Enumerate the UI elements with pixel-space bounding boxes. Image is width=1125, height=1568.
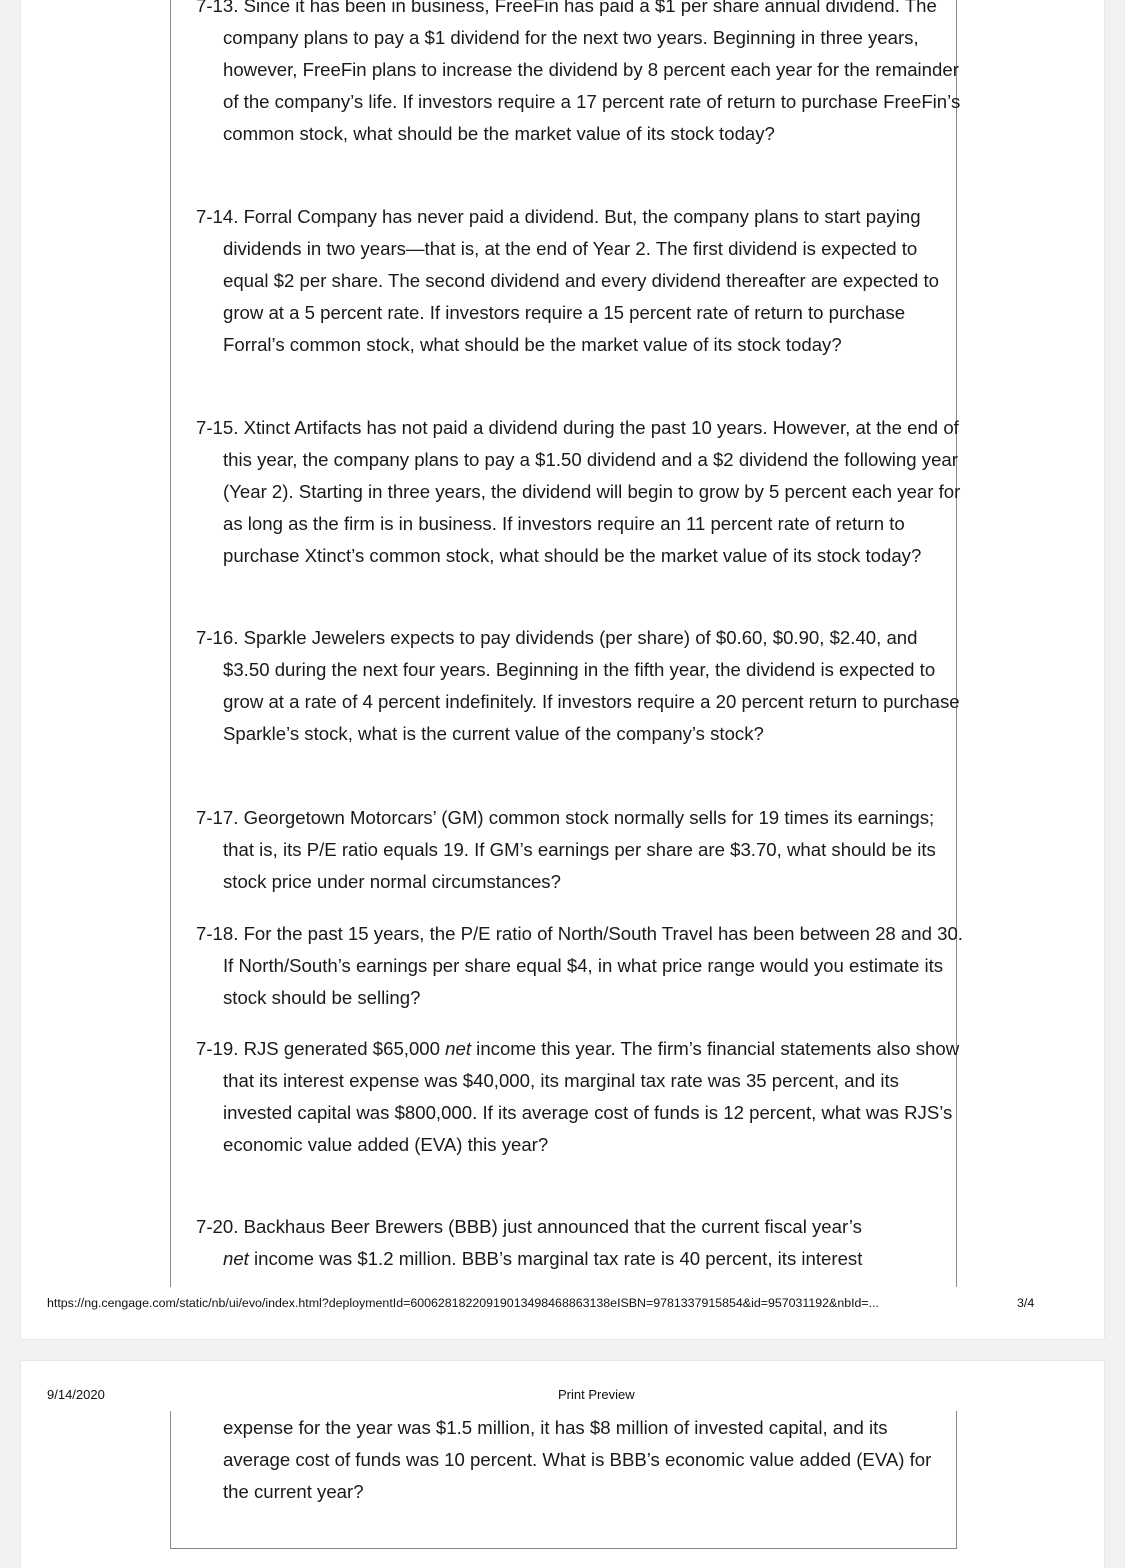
problem-number: 7-18. (196, 923, 239, 944)
problem-7-20 (196, 1211, 963, 1275)
problem-text: For the past 15 years, the P/E ratio of North/South Travel has been between 28 and 30. If North/South’s earnings per share equal $4, in what price range would you estimate its stock should be selling? (223, 923, 963, 1008)
problem-7-19 (196, 1033, 963, 1161)
problem-text: Since it has been in business, FreeFin has paid a $1 per share annual dividend. The company plans to pay a $1 dividend for the next two years. Beginning in three years, however, FreeFin plans to increase the dividend by 8 percent each year for the remainder of the company’s life. If investors require a 17 percent rate of return to purchase FreeFin’s common stock, what should be the market value of its stock today? (223, 0, 961, 144)
problem-7-17 (196, 802, 963, 898)
header-date: 9/14/2020 (47, 1387, 105, 1402)
problem-text: Xtinct Artifacts has not paid a dividend during the past 10 years. However, at the end of this year, the company plans to pay a $1.50 dividend and a $2 dividend the following year (Year 2). Starting in three years, the dividend will begin to grow by 5 percent each year for as long as the firm is in business. If investors require an 11 percent rate of return to purchase Xtinct’s common stock, what should be the market value of its stock today? (223, 417, 961, 566)
problem-7-16 (196, 622, 963, 750)
problem-number: 7-14. (196, 206, 239, 227)
problem-text: Forral Company has never paid a dividend. But, the company plans to start paying dividends in two years—that is, at the end of Year 2. The first dividend is expected to equal $2 per share. The second dividend and every dividend thereafter are expected to grow at a 5 percent rate. If investors require a 15 percent rate of return to purchase Forral’s common stock, what should be the market value of its stock today? (223, 206, 939, 355)
emphasis-net: net (445, 1038, 472, 1059)
problem-text-end: income was $1.2 million. BBB’s marginal tax rate is 40 percent, its interest (248, 1248, 863, 1269)
problem-number: 7-16. (196, 627, 239, 648)
problem-7-14 (196, 201, 963, 361)
footer-url: https://ng.cengage.com/static/nb/ui/evo/index.html?deploymentId=60062818220919013498468863138eISBN=9781337915854&id=957031192&nbId=... (47, 1296, 879, 1310)
problem-text: Georgetown Motorcars’ (GM) common stock normally sells for 19 times its earnings; that is, its P/E ratio equals 19. If GM’s earnings per share are $3.70, what should be its stock price under normal circumstances? (223, 807, 936, 892)
problem-number: 7-17. (196, 807, 239, 828)
problem-text-end: income this year. The firm’s financial statements also show that its interest expense was $40,000, its marginal tax rate was 35 percent, and its invested capital was $800,000. If its average cost of funds is 12 percent, what was RJS’s economic value added (EVA) this year? (223, 1038, 960, 1155)
problem-text-start: RJS generated $65,000 (243, 1038, 446, 1059)
problem-number: 7-20. (196, 1216, 239, 1237)
problem-7-13 (196, 0, 963, 150)
problem-number: 7-15. (196, 417, 239, 438)
problem-7-20-continuation: expense for the year was $1.5 million, it has $8 million of invested capital, and its average cost of funds was 10 percent. What is BBB’s economic value added (EVA) for the current year? (223, 1417, 932, 1502)
problem-7-18 (196, 918, 963, 1014)
problem-number: 7-13. (196, 0, 239, 16)
problem-number: 7-19. (196, 1038, 239, 1059)
emphasis-net: net (223, 1248, 249, 1269)
problem-text: Sparkle Jewelers expects to pay dividends (per share) of $0.60, $0.90, $2.40, and $3.50 during the next four years. Beginning in the fifth year, the dividend is expected to grow at a rate of 4 percent indefinitely. If investors require a 20 percent return to purchase Sparkle’s stock, what is the current value of the company’s stock? (223, 627, 960, 744)
problem-7-15 (196, 412, 963, 572)
header-title: Print Preview (558, 1387, 635, 1402)
footer-page-number: 3/4 (1017, 1296, 1035, 1310)
problem-text-line1: Backhaus Beer Brewers (BBB) just announced that the current fiscal year’s (243, 1216, 862, 1237)
